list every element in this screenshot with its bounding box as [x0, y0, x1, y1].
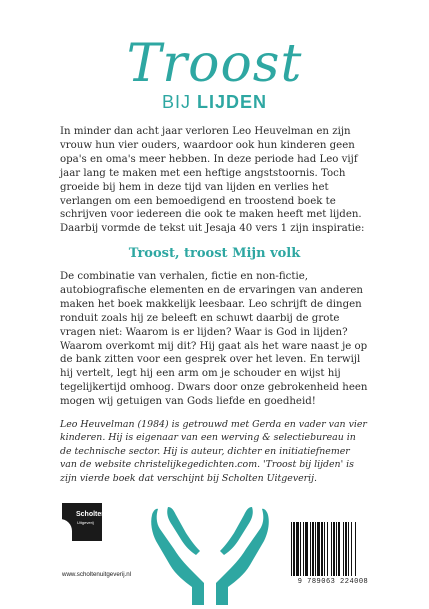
publisher-name: Scholten — [76, 511, 106, 518]
barcode-bars — [285, 520, 381, 578]
book-title: Troost — [126, 34, 303, 94]
publisher-website: www.scholtenuitgeverij.nl — [62, 571, 132, 578]
barcode-number: 9 789063 224008 — [297, 578, 369, 586]
author-bio: Leo Heuvelman (1984) is getrouwd met Gerda en vader van vier kinderen. Hij is eigenaar van een werving & selectiebureau in de technische sector. Hij is auteur, dichter en initiatiefnemer van de website christelijkegedichten.com. 'Troost bij lijden' is zijn vierde boek dat verschijnt bij Scholten Uitgeverij. — [60, 419, 367, 484]
publisher-tagline: Uitgeverij — [77, 520, 94, 525]
intro-paragraph: In minder dan acht jaar verloren Leo Heuvelman en zijn vrouw hun vier ouders, waardoor ook hun kinderen geen opa's en oma's meer hebben. In deze periode had Leo vijf jaar lang te maken met een heftige angststoornis. Toch groeide bij hem in deze tijd van lijden en verlies het verlangen om een bemoedigend en troostend boek te schrijven voor iedereen die ook te maken heeft met lijden. Daarbij vormde de tekst uit Jesaja 40 vers 1 zijn inspiratie: — [60, 126, 365, 235]
scholten-logo — [62, 503, 106, 541]
subtitle-bold: LIJDEN — [197, 92, 268, 112]
logo-silhouette-cut — [60, 519, 72, 541]
book-subtitle — [0, 92, 429, 113]
highlight-quote: Troost, troost Mijn volk — [128, 246, 301, 261]
title-block — [0, 36, 429, 113]
barcode — [285, 520, 381, 588]
open-hands-icon — [150, 505, 270, 605]
main-paragraph: De combinatie van verhalen, fictie en non-fictie, autobiografische elementen en de ervaringen van anderen maken het boek makkelijk leesbaar. Leo schrijft de dingen ronduit zoals hij ze beleeft en schuwt daarbij de grote vragen niet: Waarom is er lijden? Waar is God in lijden? Waarom overkomt mij dit? Hij gaat als het ware naast je op de bank zitten voor een gesprek over het leven. En terwijl hij vertelt, legt hij een arm om je schouder en wijst hij tegelijkertijd omhoog. Dwars door onze gebrokenheid heen mogen wij getuigen van Gods liefde en goedheid! — [60, 271, 368, 408]
subtitle-light: BIJ — [161, 92, 191, 112]
